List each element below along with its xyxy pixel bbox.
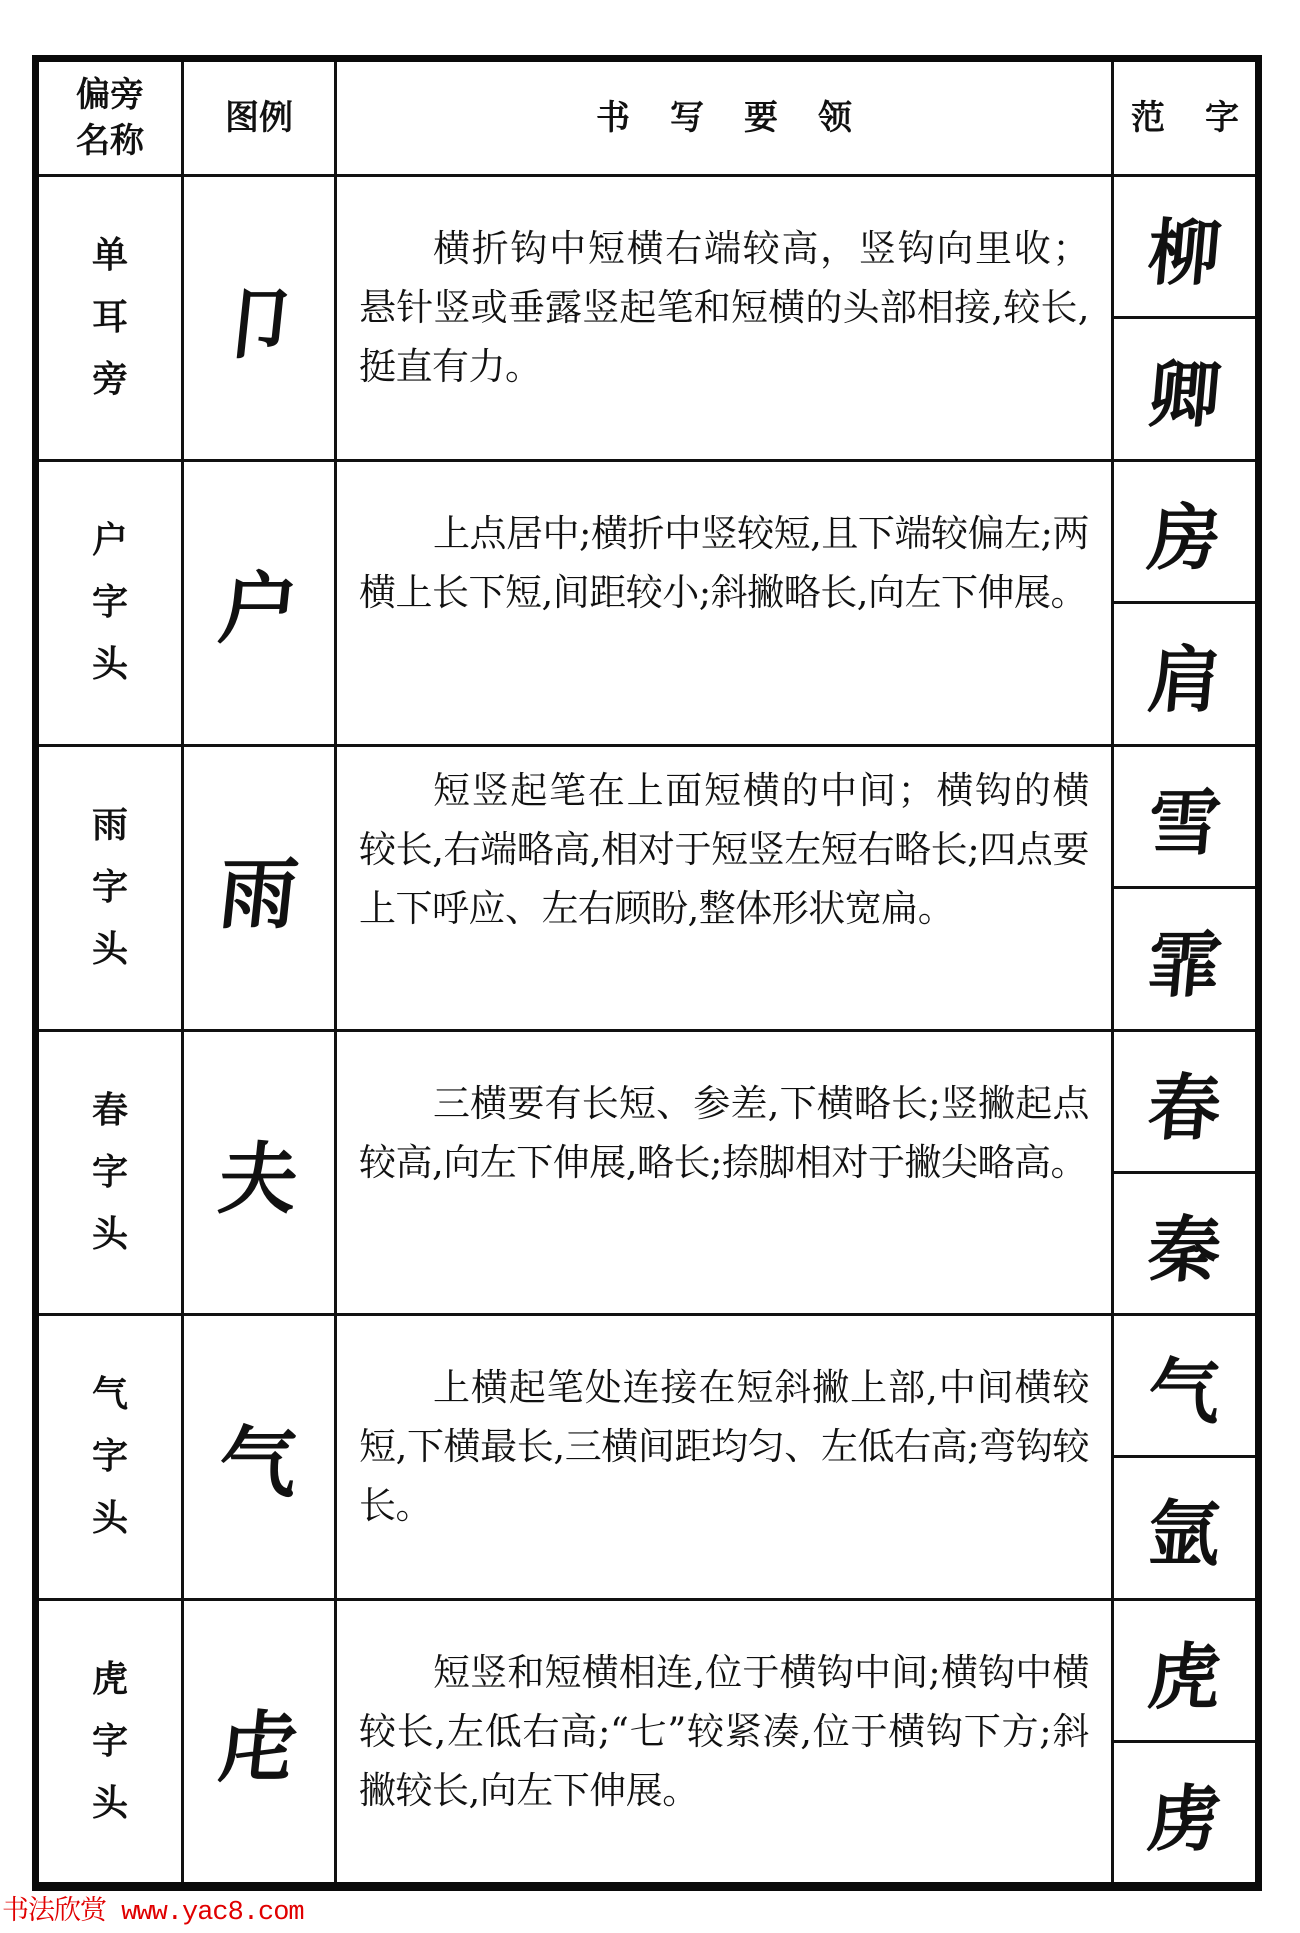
header-illustration: 图例 bbox=[225, 98, 293, 138]
row-5-example-2: 氩 bbox=[1144, 1491, 1225, 1576]
row-2-description: 上点居中;横折中竖较短,且下端较偏左;两横上长下短,间距较小;斜撇略长,向左下伸展。 bbox=[359, 512, 1089, 614]
watermark-text: 书法欣赏 www.yac8.com bbox=[2, 1898, 304, 1928]
row-2-example-2: 肩 bbox=[1144, 637, 1225, 722]
row-1-example-1: 柳 bbox=[1144, 209, 1225, 295]
header-examples bbox=[1114, 62, 1279, 174]
radical-glyph: 夫 bbox=[214, 1133, 303, 1225]
row-4-example-1: 春 bbox=[1144, 1064, 1225, 1150]
radical-writing-table bbox=[32, 55, 1279, 1891]
row-1-description: 横折钩中短横右端较高，竖钩向里收；悬针竖或垂露竖起笔和短横的头部相接,较长,挺直有力。 bbox=[359, 227, 1089, 388]
row-4-radical-name: 春 字 头 bbox=[91, 1089, 128, 1255]
row-6-radical-name: 虎 字 头 bbox=[91, 1658, 128, 1824]
row-1-example-2: 卿 bbox=[1144, 352, 1225, 437]
row-2-illustration bbox=[184, 462, 334, 744]
row-2-example-1: 房 bbox=[1144, 494, 1225, 580]
row-6-illustration bbox=[184, 1601, 334, 1882]
row-4-illustration bbox=[184, 1032, 334, 1313]
radical-glyph: 虍 bbox=[214, 1702, 303, 1794]
row-3-example-2: 霏 bbox=[1144, 922, 1225, 1007]
row-3-example-1: 雪 bbox=[1144, 779, 1225, 865]
row-4-example-2: 秦 bbox=[1144, 1206, 1225, 1292]
row-5-illustration bbox=[184, 1316, 334, 1598]
header-radical-name-line1: 偏旁 bbox=[76, 75, 144, 115]
radical-glyph: 卩 bbox=[214, 279, 303, 370]
header-key-points-label: 书写要领 bbox=[596, 98, 892, 138]
radical-glyph: 雨 bbox=[214, 849, 303, 940]
row-5-radical-name: 气 字 头 bbox=[91, 1374, 128, 1539]
radical-glyph: 户 bbox=[214, 564, 303, 655]
row-6-example-1: 虎 bbox=[1144, 1633, 1225, 1719]
radical-glyph: 气 bbox=[214, 1418, 303, 1509]
row-5-example-1: 气 bbox=[1144, 1348, 1225, 1434]
row-2-radical-name: 户 字 头 bbox=[91, 520, 128, 685]
header-examples-label: 范字 bbox=[1131, 98, 1279, 138]
row-3-radical-name: 雨 字 头 bbox=[91, 805, 128, 970]
row-5-description: 上横起笔处连接在短斜撇上部,中间横较短,下横最长,三横间距均匀、左低右高;弯钩较长。 bbox=[359, 1366, 1089, 1527]
row-6-description: 短竖和短横相连,位于横钩中间;横钩中横较长,左低右高;“七”较紧凑,位于横钩下方;斜撇较长,向左下伸展。 bbox=[359, 1651, 1089, 1812]
row-3-description: 短竖起笔在上面短横的中间；横钩的横较长,右端略高,相对于短竖左短右略长;四点要上下呼应、左右顾盼,整体形状宽扁。 bbox=[359, 769, 1089, 930]
row-1-illustration bbox=[184, 177, 334, 459]
header-key-points bbox=[337, 62, 1111, 174]
row-3-illustration bbox=[184, 747, 334, 1029]
row-4-description: 三横要有长短、参差,下横略长;竖撇起点较高,向左下伸展,略长;捺脚相对于撇尖略高。 bbox=[359, 1082, 1089, 1184]
header-radical-name-line2: 名称 bbox=[76, 121, 144, 161]
row-1-radical-name: 单 耳 旁 bbox=[91, 235, 128, 400]
header-radical-name bbox=[39, 62, 181, 174]
row-6-example-2: 虏 bbox=[1144, 1775, 1225, 1861]
